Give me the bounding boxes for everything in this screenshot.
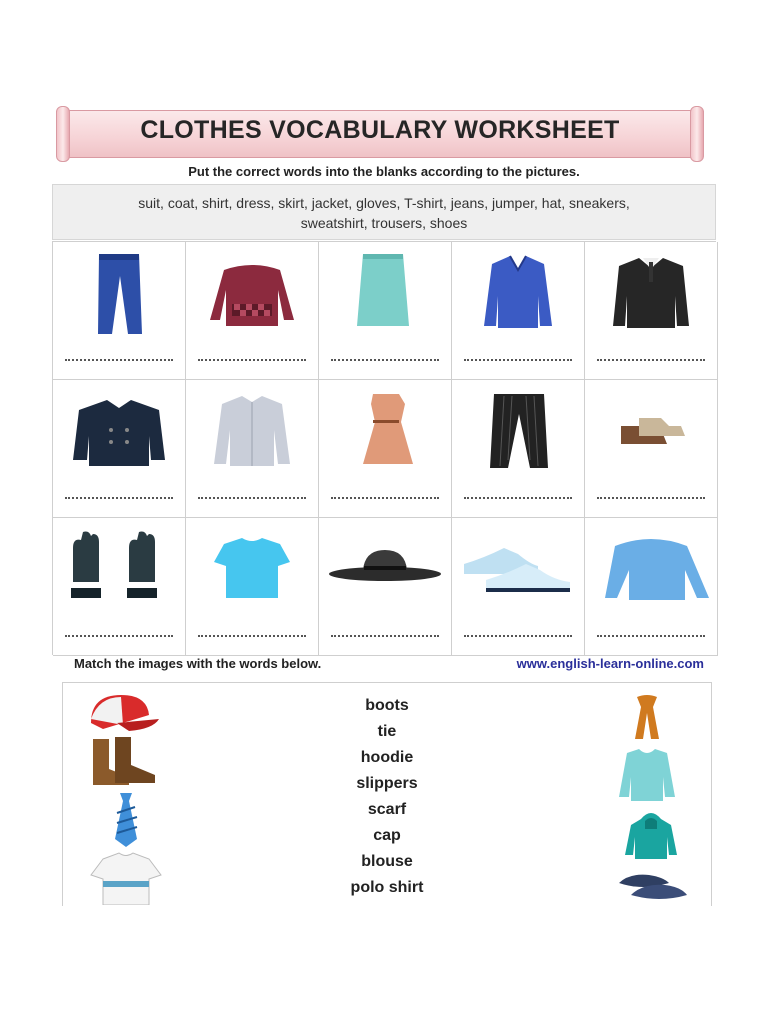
answer-blank[interactable]: [198, 635, 306, 637]
jacket-icon: [452, 242, 585, 352]
answer-blank[interactable]: [597, 359, 705, 361]
coat-icon: [53, 380, 186, 490]
grid-cell-shirt: [186, 380, 319, 518]
answer-blank[interactable]: [331, 497, 439, 499]
answer-blank[interactable]: [65, 497, 173, 499]
title-banner: [56, 106, 704, 158]
website-link[interactable]: www.english-learn-online.com: [516, 656, 704, 671]
answer-blank[interactable]: [331, 635, 439, 637]
word-bank-line-1: suit, coat, shirt, dress, skirt, jacket, gloves, T-shirt, jeans, jumper, hat, sneakers,: [138, 195, 630, 211]
shoes-icon: [585, 380, 718, 490]
grid-cell-gloves: [53, 518, 186, 656]
grid-cell-sneakers: [452, 518, 585, 656]
matching-section: [62, 682, 712, 906]
cap-icon[interactable]: [77, 689, 161, 737]
slippers-icon[interactable]: [615, 865, 691, 905]
scarf-icon[interactable]: [627, 693, 667, 741]
word-bank-line-2: sweatshirt, trousers, shoes: [300, 215, 468, 231]
match-word-slippers[interactable]: slippers: [356, 775, 418, 792]
grid-cell-dress: [319, 380, 452, 518]
match-word-polo-shirt[interactable]: polo shirt: [350, 879, 424, 896]
polo-shirt-icon[interactable]: [89, 851, 163, 905]
trousers-icon: [452, 380, 585, 490]
gloves-icon: [53, 518, 186, 628]
suit-icon: [585, 242, 718, 352]
grid-cell-hat: [319, 518, 452, 656]
match-word-boots[interactable]: boots: [365, 697, 409, 714]
word-bank: [52, 184, 716, 240]
answer-blank[interactable]: [198, 359, 306, 361]
grid-cell-skirt: [319, 242, 452, 380]
blouse-icon[interactable]: [615, 745, 679, 805]
grid-cell-jacket: [452, 242, 585, 380]
hat-icon: [319, 518, 452, 628]
worksheet-title: CLOTHES VOCABULARY WORKSHEET: [140, 116, 620, 144]
grid-cell-coat: [53, 380, 186, 518]
shirt-icon: [186, 380, 319, 490]
grid-cell-suit: [585, 242, 718, 380]
hoodie-icon[interactable]: [625, 809, 677, 861]
sneakers-icon: [452, 518, 585, 628]
match-word-blouse[interactable]: blouse: [361, 853, 413, 870]
tie-icon[interactable]: [109, 791, 143, 849]
dress-icon: [319, 380, 452, 490]
match-word-hoodie[interactable]: hoodie: [360, 749, 414, 766]
answer-blank[interactable]: [331, 359, 439, 361]
skirt-icon: [319, 242, 452, 352]
match-word-tie[interactable]: tie: [377, 723, 397, 740]
match-instruction: Match the images with the words below.: [74, 656, 322, 671]
instruction-text: Put the correct words into the blanks according to the pictures.: [188, 164, 580, 179]
grid-cell-jeans: [53, 242, 186, 380]
grid-cell-jumper: [186, 242, 319, 380]
answer-blank[interactable]: [198, 497, 306, 499]
grid-cell-t-shirt: [186, 518, 319, 656]
picture-grid: [52, 241, 716, 655]
grid-cell-sweatshirt: [585, 518, 718, 656]
answer-blank[interactable]: [597, 497, 705, 499]
grid-cell-trousers: [452, 380, 585, 518]
answer-blank[interactable]: [65, 635, 173, 637]
jumper-icon: [186, 242, 319, 352]
match-word-scarf[interactable]: scarf: [367, 801, 407, 818]
answer-blank[interactable]: [464, 635, 572, 637]
answer-blank[interactable]: [65, 359, 173, 361]
t-shirt-icon: [186, 518, 319, 628]
answer-blank[interactable]: [464, 359, 572, 361]
answer-blank[interactable]: [597, 635, 705, 637]
sweatshirt-icon: [585, 518, 718, 628]
grid-cell-shoes: [585, 380, 718, 518]
jeans-icon: [53, 242, 186, 352]
boots-icon[interactable]: [87, 735, 161, 787]
match-word-cap[interactable]: cap: [373, 827, 401, 844]
answer-blank[interactable]: [464, 497, 572, 499]
